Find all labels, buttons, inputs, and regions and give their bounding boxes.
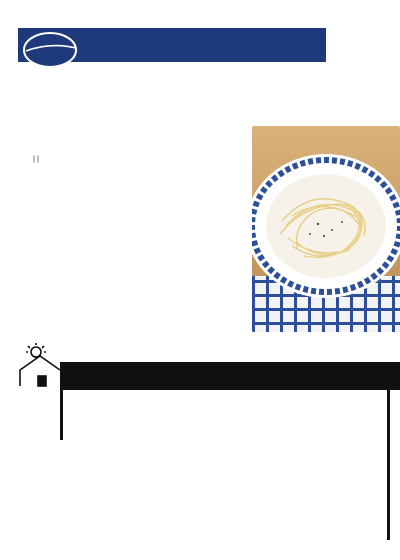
pasta-photo	[252, 126, 400, 332]
tip-banner	[60, 362, 400, 390]
tip-column-lavaggio	[203, 438, 378, 439]
header-pattern	[0, 0, 400, 108]
house-idea-icon	[14, 342, 66, 388]
frame-line-left	[60, 390, 63, 440]
frame-line-right	[387, 390, 390, 540]
tip-column-spolverare	[33, 438, 203, 439]
pianeta-famiglia-logo	[20, 30, 86, 70]
recipe-meta: | |	[33, 154, 39, 163]
icon-row-bottom	[4, 84, 396, 104]
icon-row-top	[4, 3, 396, 23]
